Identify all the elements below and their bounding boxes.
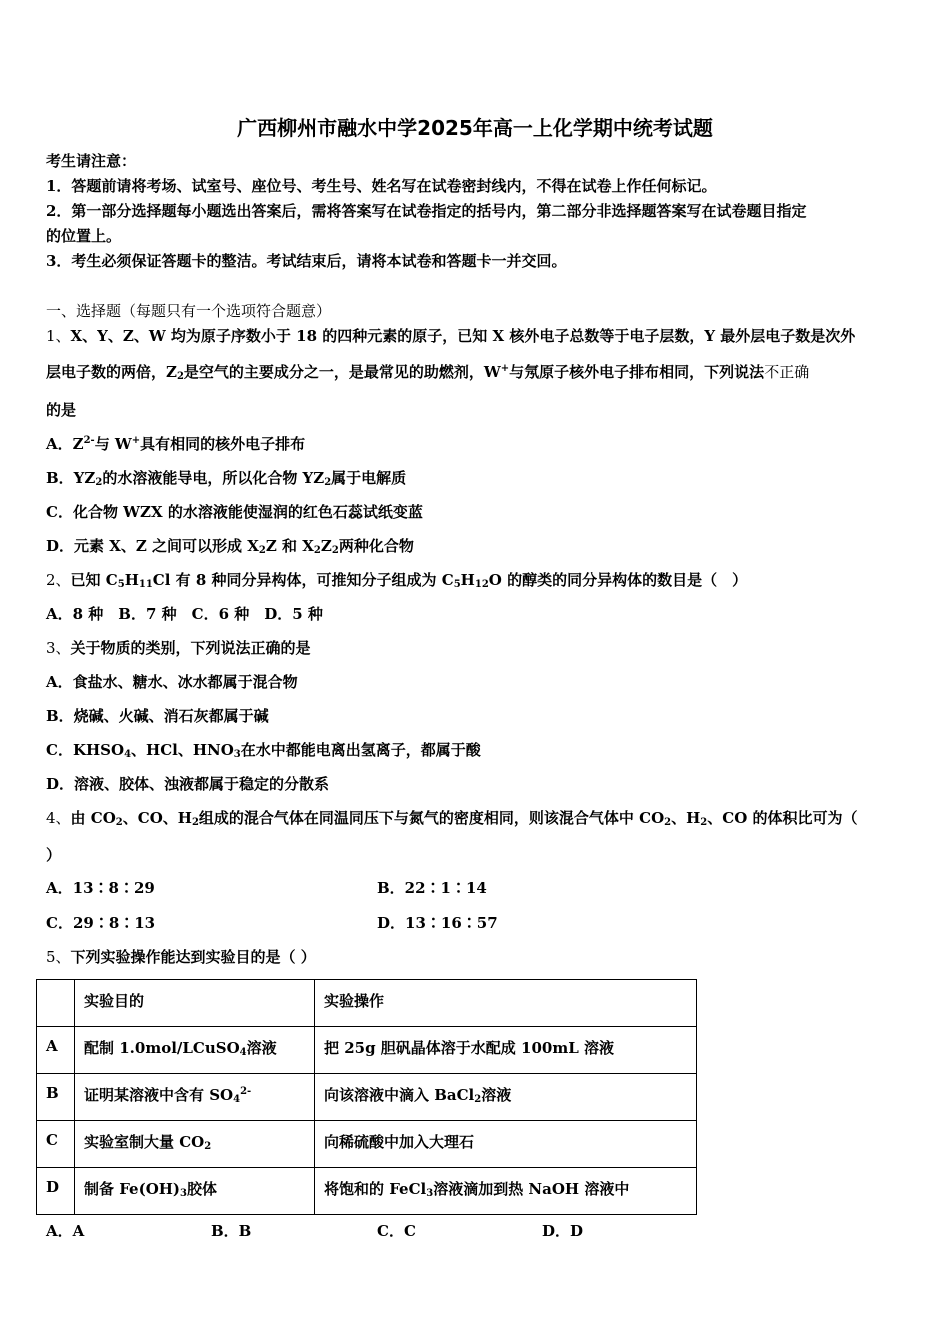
row-purpose: [84, 1121, 314, 1152]
q1-b-1: B．YZ: [46, 469, 96, 487]
q4-stem-end: ）: [46, 846, 62, 864]
section-heading: 一、选择题（每题只有一个选项符合题意）: [46, 302, 332, 320]
q3-option-d: D．溶液、胶体、浊液都属于稳定的分散系: [46, 775, 330, 793]
table-row: [37, 1121, 697, 1168]
notice-item-1: 1．答题前请将考场、试室号、座位号、考生号、姓名写在试卷密封线内，不得在试卷上作任何标记。: [46, 177, 717, 195]
row-purpose-text-2: 胶体: [187, 1180, 218, 1198]
q4-number: 4、: [46, 809, 71, 827]
q1-d-sub3: 2: [331, 545, 339, 556]
notice-item-2b: 的位置上。: [46, 227, 122, 245]
q5-option-c: C．C: [377, 1222, 416, 1240]
row-operation-text-2: 溶液滴加到热 NaOH 溶液中: [433, 1180, 630, 1198]
q4-stem: [46, 808, 858, 828]
q2-s2: 11: [138, 579, 153, 590]
row-purpose-text-2: 溶液: [246, 1039, 277, 1057]
q1-d-1: D．元素 X、Z 之间可以形成 X: [46, 537, 259, 555]
q3-stem-text: 关于物质的类别，下列说法正确的是: [70, 639, 311, 657]
q4-s4: 2: [700, 817, 708, 828]
q1-sup: +: [500, 363, 510, 374]
q4-option-a: A．13∶8∶29: [46, 879, 155, 897]
header-operation: 实验操作: [324, 992, 385, 1010]
table-row: [37, 1027, 697, 1074]
q5-number: 5、: [46, 948, 71, 966]
q1-stem-2a: 层电子数的两倍，Z: [46, 363, 177, 381]
row-operation-cell: [315, 1168, 697, 1215]
header-operation-cell: [315, 980, 697, 1027]
q4-s2: 2: [191, 817, 199, 828]
row-label: D: [46, 1178, 60, 1196]
q2-stem: [46, 570, 747, 590]
row-purpose-text: 配制 1.0mol/LCuSO: [84, 1039, 240, 1057]
row-operation-cell: [315, 1074, 697, 1121]
row-purpose-cell: [75, 1074, 315, 1121]
q2-number: 2、: [46, 571, 71, 589]
experiment-table: [36, 979, 697, 1215]
q3-option-c: [46, 740, 481, 760]
q1-b-2: 的水溶液能导电，所以化合物 YZ: [102, 469, 325, 487]
q5-stem: [46, 947, 316, 967]
q5-stem-text: 下列实验操作能达到实验目的是（ ）: [70, 948, 316, 966]
row-label-cell: [37, 1027, 75, 1074]
q1-a-2: 与 W: [94, 435, 132, 453]
q1-d-sub: 2: [258, 545, 266, 556]
q4-option-c: C．29∶8∶13: [46, 914, 156, 932]
row-label: C: [46, 1131, 58, 1149]
header-purpose: 实验目的: [84, 992, 145, 1010]
notice-item-3: 3．考生必须保证答题卡的整洁。考试结束后，请将本试卷和答题卡一并交回。: [46, 252, 567, 270]
q1-line-3: 的是: [46, 401, 77, 419]
q1-a-3: 具有相同的核外电子排布: [140, 435, 306, 453]
table-header-row: [37, 980, 697, 1027]
row-purpose-cell: [75, 1121, 315, 1168]
row-operation-cell: [315, 1027, 697, 1074]
q3-option-b: B．烧碱、火碱、消石灰都属于碱: [46, 707, 269, 725]
row-operation-sub: 3: [426, 1188, 434, 1199]
row-purpose-text: 制备 Fe(OH): [84, 1180, 181, 1198]
q4-t2: 、CO、H: [122, 809, 192, 827]
q1-emphasis: 不正确: [764, 363, 810, 381]
q1-d-4: 两种化合物: [338, 537, 414, 555]
row-purpose: [84, 1168, 314, 1199]
row-purpose-sup: 2-: [240, 1086, 252, 1097]
q2-t5: O 的醇类的同分异构体的数目是（ ）: [488, 571, 748, 589]
q4-option-b: B．22∶1∶14: [377, 879, 487, 897]
row-operation-text: 将饱和的 FeCl: [324, 1180, 427, 1198]
row-purpose-sub: 4: [233, 1094, 241, 1105]
q2-t1: 已知 C: [70, 571, 118, 589]
row-purpose-sub: 4: [239, 1047, 247, 1058]
q1-sub: 2: [176, 371, 184, 382]
table-row: [37, 1074, 697, 1121]
row-purpose-text: 证明某溶液中含有 SO: [84, 1086, 234, 1104]
q1-stem-2c: 与氖原子核外电子排布相同，下列说法: [509, 363, 765, 381]
row-label: B: [46, 1084, 59, 1102]
q1-b-sub2: 2: [324, 477, 332, 488]
q1-stem-2b: 是空气的主要成分之一，是最常见的助燃剂，W: [183, 363, 501, 381]
q1-option-d: [46, 536, 414, 556]
row-operation-cell: [315, 1121, 697, 1168]
row-purpose-cell: [75, 1168, 315, 1215]
q2-s4: 12: [474, 579, 489, 590]
row-purpose-cell: [75, 1027, 315, 1074]
q1-option-c: C．化合物 WZX 的水溶液能使湿润的红色石蕊试纸变蓝: [46, 503, 423, 521]
row-operation: [324, 1168, 696, 1199]
q5-option-a: A．A: [46, 1222, 85, 1240]
q5-option-b: B．B: [211, 1222, 252, 1240]
row-label-cell: [37, 1074, 75, 1121]
q2-t4: H: [460, 571, 475, 589]
header-blank-cell: [37, 980, 75, 1027]
q1-a-1: A．Z: [46, 435, 84, 453]
q4-t5: 、CO 的体积比可为（: [707, 809, 858, 827]
q2-options: A．8 种 B．7 种 C．6 种 D．5 种: [46, 605, 323, 623]
row-purpose-sub: 3: [180, 1188, 187, 1199]
q3-c-1: C．KHSO: [46, 741, 125, 759]
row-label-cell: [37, 1168, 75, 1215]
q2-s3: 5: [453, 579, 461, 590]
q1-a-sup2: +: [131, 435, 141, 446]
q1-b-sub: 2: [95, 477, 103, 488]
q1-d-sub2: 2: [313, 545, 321, 556]
q4-s1: 2: [115, 817, 123, 828]
q4-option-d: D．13∶16∶57: [377, 914, 498, 932]
q1-line-1: [46, 326, 855, 346]
row-purpose-sub: 2: [204, 1141, 212, 1152]
row-operation-text-2: 溶液: [481, 1086, 512, 1104]
q2-t2: H: [124, 571, 139, 589]
row-purpose: [84, 1074, 314, 1105]
q4-t3: 组成的混合气体在同温同压下与氮气的密度相同，则该混合气体中 CO: [198, 809, 665, 827]
q3-c-sub2: 3: [233, 749, 241, 760]
row-operation-text: 向该溶液中滴入 BaCl: [324, 1086, 475, 1104]
page-title: 广西柳州市融水中学2025年高一上化学期中统考试题: [237, 116, 713, 140]
q1-number: 1、: [46, 327, 71, 345]
notice-heading: 考生请注意：: [46, 152, 137, 170]
q3-option-a: A．食盐水、糖水、冰水都属于混合物: [46, 673, 298, 691]
row-operation-text: 向稀硫酸中加入大理石: [324, 1133, 475, 1151]
q3-c-3: 在水中都能电离出氢离子，都属于酸: [240, 741, 481, 759]
row-purpose-text: 实验室制大量 CO: [84, 1133, 205, 1151]
notice-item-2a: 2．第一部分选择题每小题选出答案后，需将答案写在试卷指定的括号内，第二部分非选择题答案写在试卷题目指定: [46, 202, 807, 220]
row-operation: [324, 1074, 696, 1105]
q1-stem-1: X、Y、Z、W 均为原子序数小于 18 的四种元素的原子，已知 X 核外电子总数等于电子层数，Y 最外层电子数是次外: [70, 327, 856, 345]
header-purpose-cell: [75, 980, 315, 1027]
q2-t3: Cl 有 8 种同分异构体，可推知分子组成为 C: [152, 571, 454, 589]
q1-b-3: 属于电解质: [331, 469, 407, 487]
q1-option-b: [46, 468, 406, 488]
row-purpose: [84, 1027, 314, 1058]
table-row: [37, 1168, 697, 1215]
q1-a-sup: 2-: [83, 435, 95, 446]
q4-s3: 2: [664, 817, 672, 828]
q3-stem: [46, 638, 311, 658]
row-label-cell: [37, 1121, 75, 1168]
q1-d-3: Z: [320, 537, 332, 555]
q3-number: 3、: [46, 639, 71, 657]
q5-option-d: D．D: [542, 1222, 584, 1240]
row-operation: [324, 1027, 696, 1058]
row-operation-sub: 2: [474, 1094, 482, 1105]
q1-line-2: [46, 362, 809, 382]
q1-option-a: [46, 434, 305, 454]
q4-t1: 由 CO: [70, 809, 116, 827]
q1-d-2: Z 和 X: [265, 537, 314, 555]
q2-s1: 5: [117, 579, 125, 590]
q4-t4: 、H: [671, 809, 701, 827]
q3-c-sub: 4: [124, 749, 132, 760]
q3-c-2: 、HCl、HNO: [131, 741, 234, 759]
row-label: A: [46, 1037, 58, 1055]
row-operation-text: 把 25g 胆矾晶体溶于水配成 100mL 溶液: [324, 1039, 614, 1057]
row-operation: [324, 1121, 696, 1152]
